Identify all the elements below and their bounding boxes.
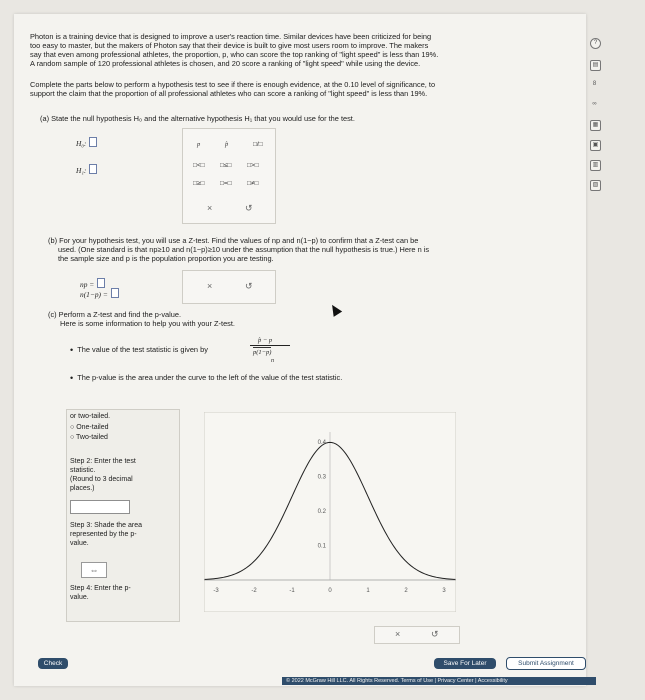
h1-input[interactable] (89, 164, 97, 174)
np-input[interactable] (97, 278, 105, 288)
instructions-line-1: Complete the parts below to perform a hypothesis test to see if there is enough evidence, at the 0.10 level of significance, to (30, 80, 436, 89)
step3-line-1: Step 3: Shade the area (70, 522, 142, 529)
bullet-2: • The p-value is the area under the curve to the left of the value of the test statistic. (70, 373, 343, 383)
x-tick-label: 3 (442, 588, 446, 594)
clear-icon[interactable]: × (395, 629, 401, 639)
h0-row (76, 137, 97, 148)
h0-label: H₀: (76, 139, 87, 148)
symbol-p[interactable]: p (197, 141, 201, 148)
np-label: np = (80, 280, 95, 289)
clear-icon[interactable]: × (207, 281, 213, 291)
intro-line-1: Photon is a training device that is designed to improve a user's reaction time. Similar devices have been criticized for being (30, 32, 432, 41)
x-tick-label: 2 (404, 588, 408, 594)
notes-icon[interactable]: ▤ (590, 60, 601, 71)
part-b-line-1: (b) For your hypothesis test, you will use a Z-test. Find the values of np and n(1−p) to confirm that a Z-test can be (48, 236, 419, 245)
formula-sqrt-top: p(1−p) (253, 349, 272, 356)
symbol-equal[interactable]: □=□ (220, 180, 232, 187)
check-button[interactable]: Check (38, 658, 68, 669)
part-c-subtitle: Here is some information to help you with your Z-test. (60, 319, 235, 328)
formula-sqrt-bottom: n (271, 358, 274, 364)
nq-row (80, 288, 119, 299)
option-two-tailed[interactable]: ○ Two-tailed (70, 434, 108, 441)
step2-line-3: (Round to 3 decimal (70, 476, 133, 483)
symbol-less-equal[interactable]: □≤□ (220, 162, 232, 169)
part-b-tool-palette (182, 270, 276, 304)
bullet-2-text: The p-value is the area under the curve to the left of the value of the test statistic. (77, 373, 343, 382)
bullet-1: • The value of the test statistic is given by (70, 345, 208, 355)
step4-line-1: Step 4: Enter the p- (70, 585, 131, 592)
hypothesis-symbol-palette (182, 128, 276, 224)
x-tick-label: -1 (289, 588, 295, 594)
mouse-cursor-icon (328, 302, 342, 317)
y-tick-label: 0.3 (317, 474, 326, 481)
intro-line-2: too easy to master, but the makers of Photon say that their device is built to give most users room to improve. The makers (30, 41, 429, 50)
symbol-not-equal[interactable]: □≠□ (247, 180, 259, 187)
y-tick-label: 0.2 (317, 509, 326, 515)
symbol-greater-equal[interactable]: □≥□ (193, 180, 205, 187)
undo-icon[interactable]: ↺ (431, 629, 439, 639)
option-one-tailed-label: One-tailed (76, 424, 109, 431)
footer-bar: © 2022 McGraw Hill LLC. All Rights Reserved. Terms of Use | Privacy Center | Accessibility (282, 677, 596, 685)
x-tick-label: -2 (251, 588, 257, 594)
undo-icon[interactable]: ↺ (245, 203, 253, 213)
shade-direction-button[interactable] (81, 562, 107, 578)
instructions-line-2: support the claim that the proportion of all professional athletes who can score a ranking of "light speed" is less than 19%. (30, 89, 428, 98)
step4-line-2: value. (70, 594, 89, 601)
x-tick-label: 0 (328, 588, 332, 594)
step2-line-1: Step 2: Enter the test (70, 458, 136, 465)
submit-assignment-button[interactable]: Submit Assignment (506, 657, 586, 670)
h0-input[interactable] (89, 137, 97, 147)
step2-line-2: statistic. (70, 467, 96, 474)
graph-tool-palette (374, 626, 460, 644)
formula-numerator: p̂ − p (258, 337, 273, 344)
part-b-line-2: used. (One standard is that np≥10 and n(1−p)≥10 under the assumption that the null hypothesis is true.) Here n is (58, 245, 430, 254)
y-tick-label: 0.4 (317, 440, 326, 446)
assignment-page (14, 14, 586, 686)
symbol-fraction[interactable]: □/□ (253, 141, 263, 148)
x-tick-label: 1 (366, 588, 370, 594)
number-icon[interactable]: 8 (592, 81, 597, 87)
part-c-title: (c) Perform a Z-test and find the p-value. (48, 310, 182, 319)
nq-label: n(1−p) = (80, 290, 108, 299)
clear-icon[interactable]: × (207, 203, 213, 213)
test-statistic-input[interactable] (70, 500, 130, 514)
symbol-p-hat[interactable]: p̂ (225, 141, 229, 148)
left-right-arrow-icon: ⇔ (89, 565, 99, 575)
y-tick-label: 0.1 (317, 543, 326, 550)
h1-label: H₁: (76, 166, 87, 175)
symbol-less-than[interactable]: □<□ (193, 162, 205, 169)
part-b-line-3: the sample size and p is the population proportion you are testing. (58, 254, 274, 263)
x-tick-label: -3 (213, 588, 219, 594)
normal-curve-graph[interactable] (204, 412, 456, 612)
formula-fraction-bar (250, 345, 290, 346)
part-a-prompt: (a) State the null hypothesis H₀ and the alternative hypothesis H₁ that you would use for the test. (40, 114, 355, 123)
step3-line-2: represented by the p- (70, 531, 137, 538)
chat-icon[interactable]: ▧ (590, 180, 601, 191)
grid-icon[interactable]: ▥ (590, 160, 601, 171)
table-icon[interactable]: ▣ (590, 140, 601, 151)
bullet-1-text: The value of the test statistic is given by (77, 345, 208, 354)
infinity-icon[interactable]: ∞ (592, 101, 597, 107)
symbol-greater-than[interactable]: □>□ (247, 162, 259, 169)
h1-row (76, 164, 97, 175)
undo-icon[interactable]: ↺ (245, 281, 253, 291)
step2-line-4: places.) (70, 485, 95, 492)
save-for-later-button[interactable]: Save For Later (434, 658, 496, 669)
nq-input[interactable] (111, 288, 119, 298)
intro-line-4: A random sample of 120 professional athletes is chosen, and 20 score a ranking of "light speed" while using the device. (30, 59, 421, 68)
option-one-tailed[interactable]: ○ One-tailed (70, 424, 109, 431)
help-icon[interactable]: ? (590, 38, 601, 49)
calculator-icon[interactable]: ▦ (590, 120, 601, 131)
step-panel (66, 409, 180, 622)
step3-line-3: value. (70, 540, 89, 547)
step1-tail-text: or two-tailed. (70, 413, 111, 420)
intro-line-3: say that even among professional athletes, the proportion, p, who can score the top ranking of "light speed" is less than 19%. (30, 50, 439, 59)
option-two-tailed-label: Two-tailed (76, 434, 108, 441)
